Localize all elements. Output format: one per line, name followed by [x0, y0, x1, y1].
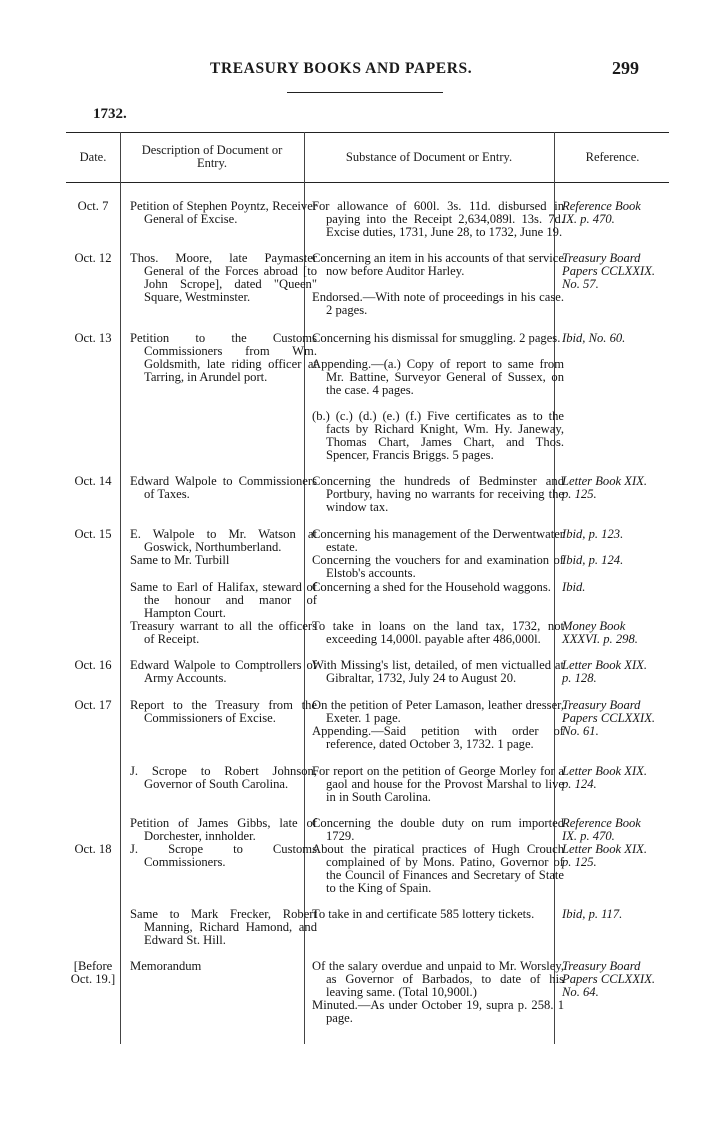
entry-reference: Letter Book XIX. p. 125. — [562, 474, 647, 502]
entry-substance-note: Minuted.—As under October 19, supra p. 258. 1 page. — [312, 998, 564, 1026]
entry-description: J. Scrope to Robert Johnson, Governor of South Carolina. — [130, 764, 317, 792]
entry-description: J. Scrope to Customs Commissioners. — [130, 842, 317, 870]
entry-description: Report to the Treasury from the Commissioners of Excise. — [130, 698, 317, 726]
entry-description: Same to Mark Frecker, Robert Manning, Richard Hamond, and Edward St. Hill. — [130, 907, 317, 948]
entry-reference: Ibid, p. 123. — [562, 527, 624, 541]
entry-substance: About the piratical practices of Hugh Crouch complained of by Mons. Patino, Governor of the Council of Finances and Secretary of State to the King of Spain. — [312, 842, 564, 896]
column-header-reference: Reference. — [585, 149, 640, 164]
entry-description: Same to Earl of Halifax, steward of the honour and manor of Hampton Court. — [130, 580, 317, 621]
entry-substance-note: (b.) (c.) (d.) (e.) (f.) Five certificates as to the facts by Richard Knight, Wm. Hy. Janeway, Thomas Chart, James Chart, and Thos. Spencer, Francis Briggs. 5 pages. — [312, 409, 564, 463]
entry-date: Oct. 16 — [74, 658, 112, 672]
entry-reference: Reference Book IX. p. 470. — [562, 199, 641, 227]
running-title: TREASURY BOOKS AND PAPERS. — [210, 60, 473, 77]
header-rule — [287, 92, 443, 93]
entry-substance: With Missing's list, detailed, of men victualled at Gibraltar, 1732, July 24 to August 20. — [312, 658, 564, 686]
entry-reference: Letter Book XIX. p. 125. — [562, 842, 647, 870]
entry-reference: Ibid, No. 60. — [562, 331, 626, 345]
entry-date: Oct. 18 — [74, 842, 112, 856]
entry-substance: Concerning the hundreds of Bedminster and Portbury, having no warrants for receiving the window tax. — [312, 474, 564, 515]
entry-date: Oct. 17 — [74, 698, 112, 712]
entry-description: Thos. Moore, late Paymaster General of the Forces abroad [to John Scrope], dated "Queen" Square, Westminster. — [130, 251, 317, 305]
page-header — [0, 58, 720, 86]
entry-substance: Concerning the vouchers for and examination of Elstob's accounts. — [312, 553, 564, 581]
entry-description: Treasury warrant to all the officers of Receipt. — [130, 619, 317, 647]
entry-substance: Concerning a shed for the Household waggons. — [312, 580, 551, 594]
entry-date: Oct. 12 — [74, 251, 112, 265]
entry-reference: Treasury Board Papers CCLXXIX. No. 64. — [562, 959, 656, 1000]
entry-substance: Concerning the double duty on rum imported 1729. — [312, 816, 564, 844]
year-heading: 1732. — [93, 106, 127, 122]
column-header-substance: Substance of Document or Entry. — [345, 149, 513, 164]
entry-reference: Letter Book XIX. p. 124. — [562, 764, 647, 792]
records-table — [66, 132, 669, 1044]
entry-substance: To take in and certificate 585 lottery tickets. — [312, 907, 535, 921]
entry-substance-note: Appending.—(a.) Copy of report to same from Mr. Battine, Surveyor General of Sussex, on the case. 4 pages. — [312, 357, 564, 398]
column-header-date: Date. — [79, 149, 107, 164]
entry-substance: Concerning an item in his accounts of that service now before Auditor Harley. — [312, 251, 564, 279]
entry-description: Edward Walpole to Commissioners of Taxes. — [130, 474, 317, 502]
entry-reference: Money Book XXXVI. p. 298. — [562, 619, 638, 647]
entry-reference: Letter Book XIX. p. 128. — [562, 658, 647, 686]
entry-description: Petition of James Gibbs, late of Dorchester, innholder. — [130, 816, 317, 844]
entry-date: Oct. 15 — [74, 527, 112, 541]
page-number: 299 — [612, 58, 639, 78]
entry-date: Oct. 13 — [74, 331, 112, 345]
entry-date: Oct. 14 — [74, 474, 112, 488]
entry-substance: For report on the petition of George Morley for a gaol and house for the Provost Marshal to live in in South Carolina. — [312, 764, 564, 805]
entry-substance: Concerning his management of the Derwentwater estate. — [312, 527, 564, 555]
entry-substance: Of the salary overdue and unpaid to Mr. Worsley, as Governor of Barbados, to date of his leaving same. (Total 10,900l.) — [312, 959, 564, 1000]
entry-reference: Reference Book IX. p. 470. — [562, 816, 641, 844]
entry-description: Petition to the Customs Commissioners from Wm. Goldsmith, late riding officer at Tarring, in Arundel port. — [130, 331, 317, 385]
entry-reference: Treasury Board Papers CCLXXIX. No. 57. — [562, 251, 656, 292]
table-header-rule — [66, 182, 669, 183]
entry-substance: Concerning his dismissal for smuggling. 2 pages. — [312, 331, 561, 345]
entry-reference: Treasury Board Papers CCLXXIX. No. 61. — [562, 698, 656, 739]
entry-description: Edward Walpole to Comptrollers of Army Accounts. — [130, 658, 317, 686]
column-divider — [120, 132, 121, 1044]
entry-description: E. Walpole to Mr. Watson at Goswick, Northumberland. — [130, 527, 317, 555]
entry-reference: Ibid. — [562, 580, 586, 594]
entry-substance: For allowance of 600l. 3s. 11d. disbursed in paying into the Receipt 2,634,089l. 13s. 7d. Excise duties, 1731, June 28, to 1732, June 19. — [312, 199, 564, 240]
entry-substance: To take in loans on the land tax, 1732, not exceeding 14,000l. payable after 486,000l. — [312, 619, 564, 647]
entry-date: Oct. 7 — [77, 199, 109, 213]
entry-reference: Ibid, p. 117. — [562, 907, 623, 921]
entry-reference: Ibid, p. 124. — [562, 553, 624, 567]
entry-substance-note: Endorsed.—With note of proceedings in his case. 2 pages. — [312, 290, 564, 318]
entry-description: Petition of Stephen Poyntz, Receiver General of Excise. — [130, 199, 317, 227]
entry-date: [Before Oct. 19.] — [70, 959, 116, 987]
column-header-description: Description of Document or Entry. — [141, 143, 283, 170]
entry-substance-note: Appending.—Said petition with order of reference, dated October 3, 1732. 1 page. — [312, 724, 564, 752]
entry-substance: On the petition of Peter Lamason, leather dresser, Exeter. 1 page. — [312, 698, 564, 726]
entry-description: Memorandum — [130, 959, 202, 973]
entry-description: Same to Mr. Turbill — [130, 553, 230, 567]
